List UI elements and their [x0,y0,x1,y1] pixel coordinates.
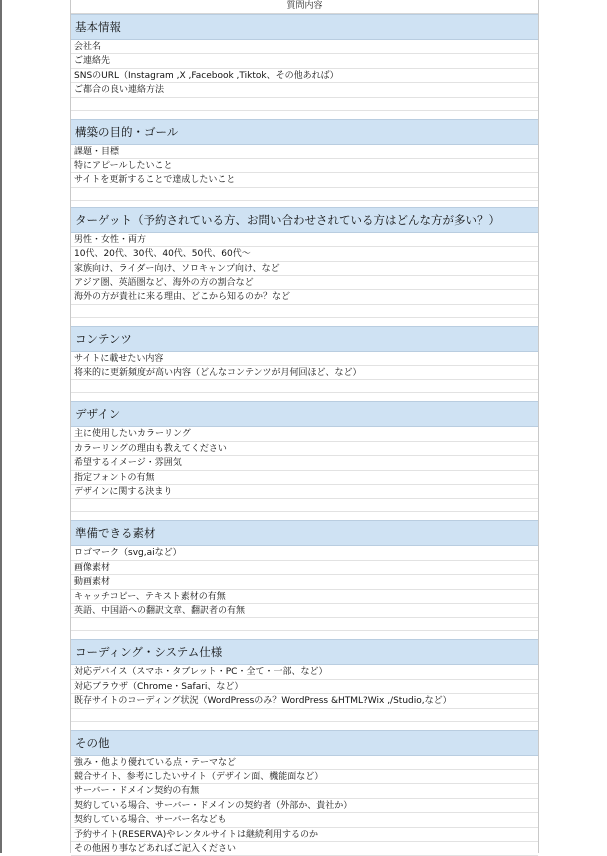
question-row: 希望するイメージ・雰囲気 [71,456,538,470]
question-row: 主に使用したいカラーリング [71,427,538,441]
question-row: 画像素材 [71,561,538,575]
section-header: デザイン [71,401,538,427]
question-row: サイトを更新することで達成したいこと [71,173,538,187]
section-header: コンテンツ [71,326,538,352]
section [71,207,538,318]
question-row: 競合サイト、参考にしたいサイト（デザイン面、機能面など） [71,770,538,784]
blank-row [71,305,538,318]
question-row: 10代、20代、30代、40代、50代、60代〜 [71,247,538,261]
section [71,639,538,721]
blank-row [71,499,538,512]
section-header: その他 [71,730,538,756]
question-row: 会社名 [71,40,538,54]
blank-row [71,380,538,393]
question-row: サイトに載せたい内容 [71,352,538,366]
section [71,730,538,856]
question-row: キャッチコピー、テキスト素材の有無 [71,590,538,604]
question-row: その他困り事などあればご記入ください [71,842,538,856]
question-row: 英語、中国語への翻訳文章、翻訳者の有無 [71,604,538,618]
question-row: ご都合の良い連絡方法 [71,83,538,97]
blank-row [71,618,538,631]
window-edge [0,0,2,853]
section [71,14,538,111]
section [71,401,538,512]
document-title: 質問内容 [71,0,538,14]
question-row: 動画素材 [71,575,538,589]
section-header: コーディング・システム仕様 [71,639,538,665]
question-row: 強み・他より優れている点・テーマなど [71,756,538,770]
question-row: カラーリングの理由も教えてください [71,442,538,456]
section-header: ターゲット（予約されている方、お問い合わせされている方はどんな方が多い？） [71,207,538,233]
question-row: 指定フォントの有無 [71,471,538,485]
question-sheet [70,0,539,853]
question-row: 海外の方が貴社に来る理由、どこから知るのか？など [71,290,538,304]
question-row: 特にアピールしたいこと [71,159,538,173]
question-row: 既存サイトのコーディング状況（WordPressのみ？WordPress &HTML?Wix ,/Studio,など） [71,694,538,708]
question-row: 男性・女性・両方 [71,233,538,247]
sections-container [71,14,538,856]
question-row: サーバー・ドメイン契約の有無 [71,784,538,798]
section [71,119,538,201]
question-row: デザインに関する決まり [71,485,538,499]
question-row: 対応デバイス（スマホ・タブレット・PC・全て・一部、など） [71,665,538,679]
question-row: 将来的に更新頻度が高い内容（どんなコンテンツが月何回ほど、など） [71,366,538,380]
question-row: アジア圏、英語圏など、海外の方の割合など [71,276,538,290]
question-row: 家族向け、ライダー向け、ソロキャンプ向け、など [71,262,538,276]
blank-row [71,98,538,111]
question-row: 契約している場合、サーバー名なども [71,813,538,827]
question-row: 予約サイト(RESERVA)やレンタルサイトは継続利用するのか [71,828,538,842]
question-row: SNSのURL（Instagram ,X ,Facebook ,Tiktok、その他あれば） [71,69,538,83]
question-row: 契約している場合、サーバー・ドメインの契約者（外部か、貴社か） [71,799,538,813]
question-row: 対応ブラウザ（Chrome・Safari、など） [71,680,538,694]
section [71,326,538,394]
blank-row [71,709,538,722]
question-row: ご連絡先 [71,54,538,68]
section-header: 構築の目的・ゴール [71,119,538,145]
question-row: 課題・目標 [71,145,538,159]
section [71,520,538,631]
section-header: 基本情報 [71,14,538,40]
blank-row [71,188,538,201]
question-row: ロゴマーク（svg,aiなど） [71,546,538,560]
section-header: 準備できる素材 [71,520,538,546]
